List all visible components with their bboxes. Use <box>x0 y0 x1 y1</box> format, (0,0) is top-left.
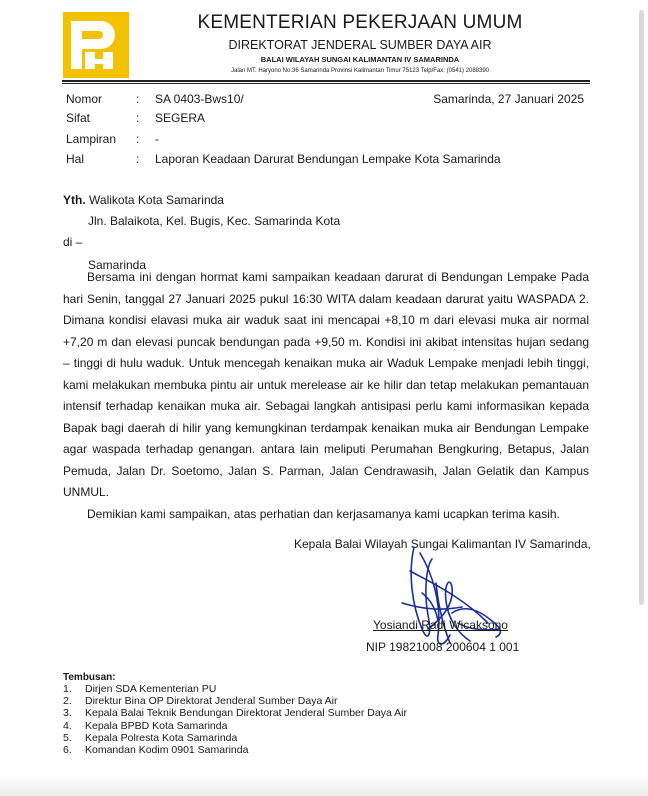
lampiran-value: - <box>155 132 159 146</box>
page-bottom-edge <box>0 776 648 796</box>
signatory-title: Kepala Balai Wilayah Sungai Kalimantan IV Samarinda, <box>294 537 591 551</box>
separator: : <box>136 92 140 106</box>
list-item: 4. Kepala BPBD Kota Samarinda <box>63 719 228 732</box>
letterhead <box>140 12 580 75</box>
separator: : <box>136 111 140 125</box>
nomor-value: SA 0403-Bws10/ <box>155 92 244 106</box>
signatory-name: Yosiandi Radi Wicaksono <box>373 618 508 632</box>
letter-date: Samarinda, 27 Januari 2025 <box>433 92 584 106</box>
body-closing: Demikian kami sampaikan, atas perhatian dan kerjasamanya kami ucapkan terima kasih. <box>87 506 560 521</box>
list-item: 5. Kepala Polresta Kota Samarinda <box>63 731 238 744</box>
list-item: 2. Direktur Bina OP Direktorat Jenderal Sumber Daya Air <box>63 695 338 708</box>
sifat-value: SEGERA <box>155 111 206 125</box>
letterhead-rule <box>62 80 590 82</box>
signatory-nip: NIP 19821008 200604 1 001 <box>366 640 520 654</box>
list-item: 3. Kepala Balai Teknik Bendungan Direktorat Jenderal Sumber Daya Air <box>63 707 407 720</box>
separator: : <box>136 152 140 166</box>
sifat-label: Sifat <box>66 111 91 125</box>
lampiran-label: Lampiran <box>66 132 117 146</box>
letter-body <box>63 267 589 525</box>
separator: : <box>136 132 140 146</box>
hal-label: Hal <box>66 152 85 166</box>
hal-value: Laporan Keadaan Darurat Bendungan Lempake Kota Samarinda <box>155 152 501 166</box>
office-address: Jalan MT. Haryono No.36 Samarinda Provinsi Kalimantan Timur 75123 Telp/Fax: (0541) 2088390 <box>230 68 490 74</box>
tembusan-list <box>63 683 407 756</box>
ministry-name: KEMENTERIAN PEKERJAAN UMUM <box>197 12 523 33</box>
office-name: BALAI WILAYAH SUNGAI KALIMANTAN IV SAMARINDA <box>260 55 460 64</box>
list-item: 6. Komandan Kodim 0901 Samarinda <box>63 744 249 757</box>
letterhead-rule-thin <box>62 83 590 84</box>
recipient-name: Walikota Kota Samarinda <box>89 193 224 207</box>
body-paragraph: Bersama ini dengan hormat kami sampaikan keadaan darurat di Bendungan Lempake Pada hari Senin, tanggal 27 Januari 2025 pukul 16:30 WITA dalam keadaan darurat yaitu WASPADA 2. Dimana kondisi elavasi muka air waduk saat ini mencapai +8,10 m dari elevasi muka air normal +7,20 m dan elevasi puncak bendungan pada +9,50 m. Kondisi ini akibat intensitas hujan sedang – tinggi di hulu waduk. Untuk mencegah kenaikan muka air Waduk Lempake menjadi lebih tinggi, kami melakukan membuka pintu air untuk merelease air ke hilir dan tetap melakukan pemantauan intensif terhadap kenaikan muka air. Sebagai langkah antisipasi perlu kami informasikan kepada Bapak bagi daerah di hilir yang kemungkinan terdampak kenaikan muka air Bendungan Lempake agar waspada terhadap genangan. antara lain meliputi Perumahan Bengkuring, Betapus, Jalan Pemuda, Jalan Dr. Soetomo, Jalan S. Parman, Jalan Cendrawasih, Jalan Gelatik dan Kampus UNMUL. <box>63 270 589 499</box>
recipient-city: Samarinda <box>88 258 147 272</box>
recipient-di: di – <box>63 235 83 249</box>
scrollbar[interactable] <box>639 10 644 605</box>
directorate-name: DIREKTORAT JENDERAL SUMBER DAYA AIR <box>228 38 492 52</box>
pu-logo-icon <box>63 12 129 78</box>
nomor-label: Nomor <box>66 92 103 106</box>
list-item: 1. Dirjen SDA Kementerian PU <box>63 683 217 695</box>
tembusan-heading: Tembusan: <box>63 672 116 683</box>
recipient-prefix: Yth. <box>63 193 86 207</box>
recipient-line <box>63 193 224 207</box>
recipient-address: Jln. Balaikota, Kel. Bugis, Kec. Samarinda Kota <box>88 214 341 228</box>
